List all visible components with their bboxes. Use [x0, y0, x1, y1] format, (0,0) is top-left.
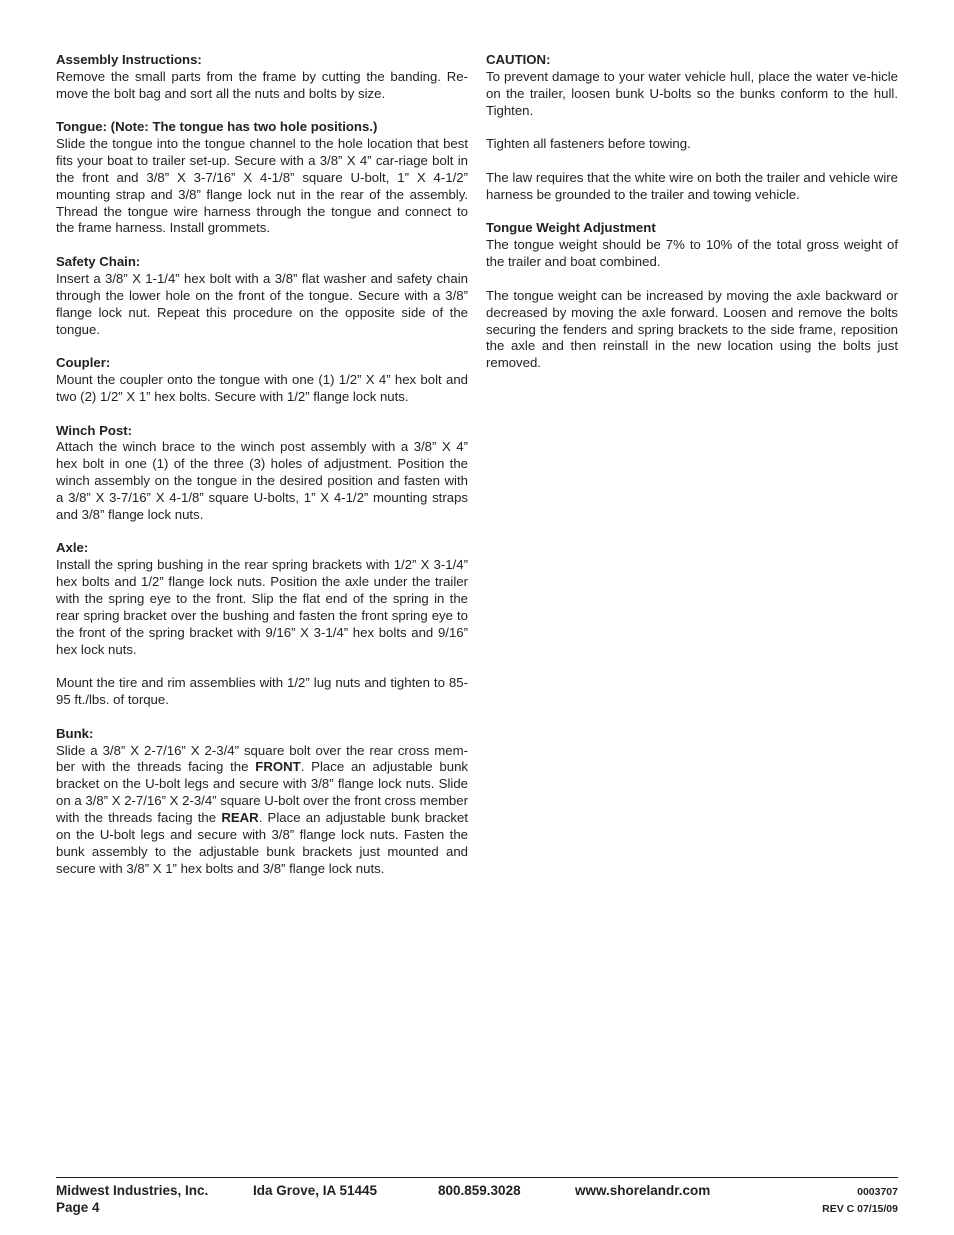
bunk-text-part-1: Slide a 3/8” X 2-7/16” X 2-3/4” square bolt over the rear cross mem-ber with the threads facing the	[56, 742, 468, 775]
section-heading: Assembly Instructions:	[56, 52, 202, 67]
section-text: Insert a 3/8” X 1-1/4” hex bolt with a 3/8” flat washer and safety chain through the lower hole on the front of the tongue. Secure with a 3/8” flange lock nut. Repeat this procedure on the opposite side of the tongue.	[56, 270, 468, 337]
section-heading: Tongue Weight Adjustment	[486, 220, 656, 236]
bunk-emphasis-rear: REAR	[221, 809, 259, 825]
footer-website: www.shorelandr.com	[575, 1183, 711, 1198]
section-text: Remove the small parts from the frame by cutting the banding. Re-move the bolt bag and sort all the nuts and bolts by size.	[56, 68, 468, 101]
section-heading: Safety Chain:	[56, 254, 141, 270]
footer-phone: 800.859.3028	[438, 1183, 521, 1198]
section-assembly-instructions	[56, 52, 468, 103]
bunk-emphasis-front: FRONT	[255, 759, 301, 775]
section-text-secondary: The tongue weight can be increased by moving the axle backward or decreased by moving the axle forward. Loosen and remove the bolts securing the fenders and spring brackets to the side frame, reposition the axle and then reinstall in the new location using the bolts just removed.	[486, 287, 898, 371]
section-axle	[56, 540, 468, 708]
footer-company: Midwest Industries, Inc.	[56, 1183, 209, 1198]
section-text: Mount the coupler onto the tongue with one (1) 1/2” X 4” hex bolt and two (2) 1/2” X 1” hex bolts. Secure with 1/2” flange lock nuts.	[56, 372, 468, 404]
section-caution	[486, 52, 898, 204]
section-tongue	[56, 119, 468, 237]
section-tongue-weight-adjustment	[486, 220, 898, 372]
section-text: Install the spring bushing in the rear spring brackets with 1/2” X 3-1/4” hex bolts and 1/2” flange lock nuts. Position the axle under the trailer with the spring eye to the front. Slip the flat end of the spring in the rear spring bracket over the bushing and fasten the front spring eye to the front of the spring bracket with 9/16” X 3-1/4” hex bolts and 9/16” hex lock nuts.	[56, 557, 468, 657]
bunk-text-part-3: . Place an adjustable bunk bracket on the U-bolt legs and secure with 3/8” flange lock nuts. Fasten the bunk assembly to the adjustable bunk brackets just mounted and secure with 3/8” X 1” hex bolts and 3/8” flange lock nuts.	[56, 809, 468, 876]
section-heading: CAUTION:	[486, 52, 551, 67]
section-text: To prevent damage to your water vehicle hull, place the water ve-hicle on the trailer, loosen bunk U-bolts so the bunks conform to the hull. Tighten.	[486, 68, 898, 118]
footer-city: Ida Grove, IA 51445	[253, 1183, 378, 1198]
footer-part-number: 0003707	[857, 1186, 898, 1198]
footer-page-number: Page 4	[56, 1200, 100, 1215]
section-text-tertiary: The law requires that the white wire on both the trailer and vehicle wire harness be grounded to the trailer and towing vehicle.	[486, 169, 898, 202]
right-column	[486, 52, 898, 389]
section-winch-post	[56, 423, 468, 524]
footer-divider	[56, 1177, 898, 1178]
section-heading: Axle:	[56, 540, 89, 556]
section-text-secondary: Mount the tire and rim assemblies with 1/2” lug nuts and tighten to 85-95 ft./lbs. of torque.	[56, 675, 468, 708]
section-bunk	[56, 726, 468, 878]
left-column	[56, 52, 468, 894]
section-safety-chain	[56, 254, 468, 338]
section-heading: Winch Post:	[56, 422, 133, 438]
bunk-text-part-2: . Place an adjustable bunk bracket on the U-bolt legs and secure with 3/8” flange lock nuts. Slide on a 3/8” X 2-7/16” X 2-3/4” square U-bolt over the front cross member with the threads facing the	[56, 759, 468, 825]
section-text: Attach the winch brace to the winch post assembly with a 3/8” X 4” hex bolt in one (1) of the three (3) holes of adjustment. Position the winch assembly on the tongue in the desired position and fasten with a 3/8” X 3-7/16” X 4-1/8” square U-bolts, 1” X 4-1/2” mounting straps and 3/8” flange lock nuts.	[56, 439, 468, 522]
section-heading: Tongue: (Note: The tongue has two hole positions.)	[56, 119, 378, 135]
footer-revision: REV C 07/15/09	[822, 1203, 898, 1215]
section-heading: Coupler:	[56, 355, 111, 371]
section-text-secondary: Tighten all fasteners before towing.	[486, 136, 691, 152]
section-coupler	[56, 355, 468, 406]
section-text: The tongue weight should be 7% to 10% of the total gross weight of the trailer and boat combined.	[486, 237, 898, 270]
section-text	[56, 743, 468, 878]
section-text: Slide the tongue into the tongue channel to the hole location that best fits your boat to trailer set-up. Secure with a 3/8” X 4” car-riage bolt in the front and 3/8” X 3-7/16” X 4-1/8” square U-bolt, 1” X 4-1/2” mounting strap and 3/8” flange lock nut in the rear of the assembly. Thread the tongue wire harness through the tongue and connect to the frame harness. Install grommets.	[56, 136, 468, 236]
section-heading: Bunk:	[56, 725, 94, 741]
